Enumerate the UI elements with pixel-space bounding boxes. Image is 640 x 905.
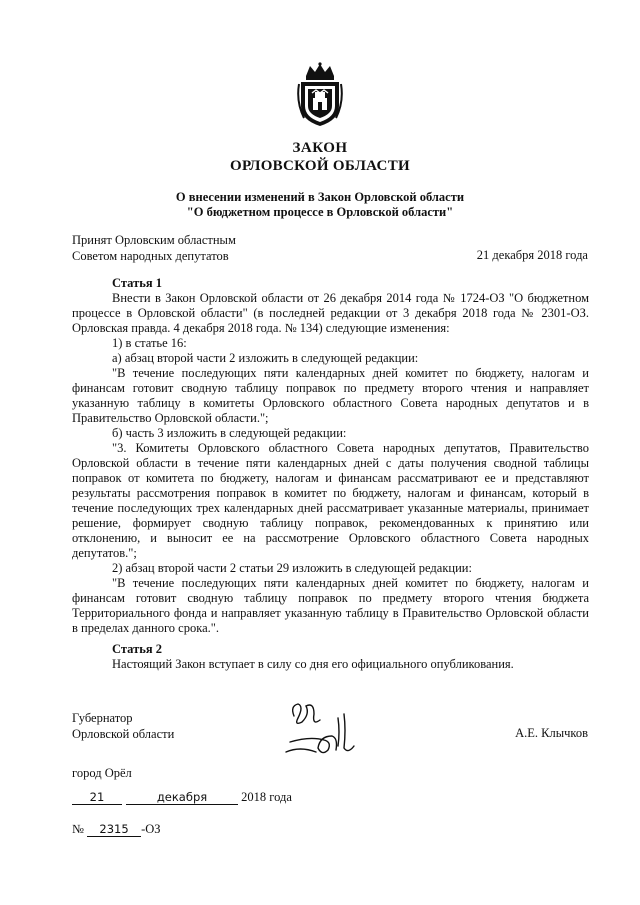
document-title-region: ОРЛОВСКОЙ ОБЛАСТИ <box>230 158 410 174</box>
law-number-suffix: -ОЗ <box>141 822 161 836</box>
article-1-paragraph: "В течение последующих пяти календарных дней комитет по бюджету, налогам и финансам готовит сводную таблицу поправок по предмету второго чтения бюджета Территориального фонда и направляет указанную таблицу в Правительство Орловской области в пределах данного срока.". <box>72 576 589 635</box>
signatory-title-line2: Орловской области <box>72 727 175 741</box>
article-1-paragraph: 1) в статье 16: <box>112 336 187 350</box>
document-subtitle-line1: О внесении изменений в Закон Орловской области <box>175 190 465 204</box>
signatory-title-line1: Губернатор <box>72 711 133 725</box>
adoption-block <box>72 232 236 264</box>
article-1-paragraph: 2) абзац второй части 2 статьи 29 изложить в следующей редакции: <box>112 561 472 575</box>
signing-month: декабря <box>126 791 238 805</box>
adoption-line1: Принят Орловским областным <box>72 233 236 247</box>
signing-year: 2018 года <box>241 790 292 804</box>
law-number-prefix: № <box>72 822 84 836</box>
signing-date <box>72 790 292 805</box>
article-2 <box>72 642 589 672</box>
signatory-name: А.Е. Клычков <box>515 726 588 740</box>
document-title: ЗАКОН <box>292 140 348 156</box>
document-subtitle-line2: "О бюджетном процессе в Орловской области" <box>186 205 454 219</box>
article-1-paragraph: "3. Комитеты Орловского областного Совета народных депутатов, Правительство Орловской области в течение пяти календарных дней с даты получения сводной таблицы поправок от комитета по бюджету, налогам и финансам рассматривают ее и представляют результаты рассмотрения поправок в комитет по бюджету, налогам и финансам, который в течение последующих трех календарных дней рассматривает указанные материалы, принимает решение, формирует сводную таблицу поправок, рекомендованных к принятию или отклонению, и выносит ее на рассмотрение Орловского областного Совета народных депутатов."; <box>72 441 589 560</box>
article-1-paragraph: "В течение последующих пяти календарных дней комитет по бюджету, налогам и финансам готовит сводную таблицу поправок по предмету второго чтения и направляет указанную таблицу в комитеты Орловского областного Совета народных депутатов и в Правительство Орловской области."; <box>72 366 589 425</box>
signatory-title <box>72 710 174 742</box>
article-1-paragraph: Внести в Закон Орловской области от 26 декабря 2014 года № 1724-ОЗ "О бюджетном процессе в Орловской области" (в последней редакции от 3 декабря 2018 года № 2301-ОЗ. Орловская правда. 4 декабря 2018 года. № 134) следующие изменения: <box>72 291 589 335</box>
handwritten-signature-icon <box>280 696 360 766</box>
coat-of-arms-icon <box>296 62 344 128</box>
law-number-line <box>72 822 161 837</box>
article-2-heading: Статья 2 <box>112 642 162 656</box>
article-2-paragraph: Настоящий Закон вступает в силу со дня его официального опубликования. <box>112 657 514 671</box>
article-1-paragraph: а) абзац второй части 2 изложить в следующей редакции: <box>112 351 419 365</box>
signing-city: город Орёл <box>72 766 132 780</box>
adoption-date: 21 декабря 2018 года <box>476 248 588 262</box>
article-1-paragraph: б) часть 3 изложить в следующей редакции: <box>112 426 347 440</box>
law-number: 2315 <box>87 823 141 837</box>
signing-day: 21 <box>72 791 122 805</box>
article-1 <box>72 276 589 636</box>
adoption-line2: Советом народных депутатов <box>72 249 229 263</box>
article-1-heading: Статья 1 <box>112 276 162 290</box>
